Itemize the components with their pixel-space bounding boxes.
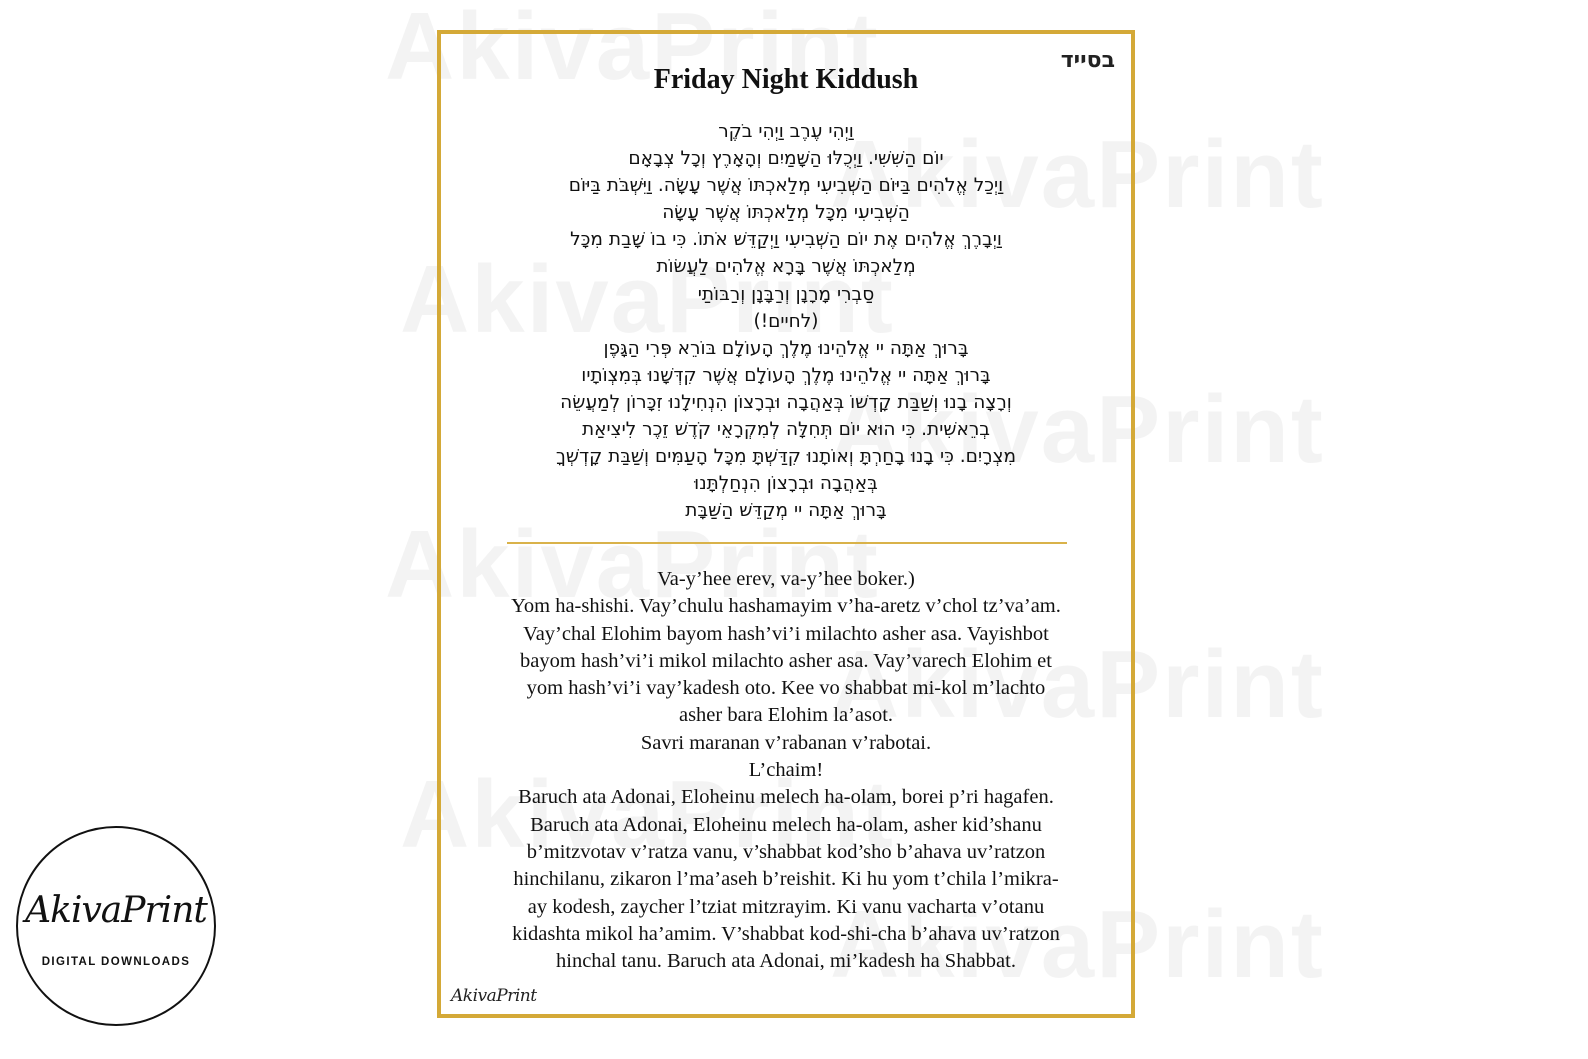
translit-line: ay kodesh, zaycher l’tziat mitzrayim. Ki vanu vacharta v’otanu	[527, 895, 1045, 918]
brand-logo-script: AkivaPrint	[25, 890, 207, 931]
translit-line: L’chaim!	[748, 759, 824, 782]
hebrew-line: בָּרוּךְ אַתָּה יי מְקַדֵּשׁ הַשַּׁבָּת	[685, 500, 887, 522]
translit-line: bayom hash’vi’i mikol milachto asher asa. Vay’varech Elohim et	[520, 649, 1052, 672]
translit-line: Baruch ata Adonai, Eloheinu melech ha-olam, borei p’ri hagafen.	[518, 786, 1054, 809]
hebrew-line: וַיְהִי עֶרֶב וַיְהִי בֹקֶר	[718, 121, 854, 142]
translit-line: Vay’chal Elohim bayom hash’vi’i milachto asher asa. Vayishbot	[523, 622, 1049, 645]
hebrew-line: וַיְבָרֶךְ אֱלֹהִים אֶת יוֹם הַשְּׁבִיעִי וַיְקַדֵּשׁ אֹתוֹ. כִּי בוֹ שָׁבַת מִכָּל	[570, 229, 1002, 251]
hebrew-text-block	[501, 118, 1071, 524]
transliteration-block	[491, 566, 1081, 975]
translit-line: Baruch ata Adonai, Eloheinu melech ha-olam, asher kid’shanu	[530, 813, 1042, 836]
hebrew-line: יוֹם הַשִּׁשִּׁי. וַיְכֻלּוּ הַשָּׁמַיִם וְהָאָרֶץ וְכָל צְבָאָם	[628, 148, 944, 170]
hebrew-line: בְּאַהֲבָה וּבְרָצוֹן הִנְחַלְתָּנוּ	[694, 473, 878, 495]
hebrew-line: סַבְרִי מָרָנָן וְרַבָּנָן וְרַבּוֹתַי	[697, 283, 875, 305]
hebrew-line: הַשְּׁבִיעִי מִכָּל מְלַאכְתּוֹ אֲשֶׁר עָשָׂה	[662, 202, 910, 224]
section-divider	[507, 542, 1067, 544]
brand-badge	[16, 826, 216, 1026]
hebrew-line: (לחיים!)	[753, 310, 819, 332]
brand-subtitle: DIGITAL DOWNLOADS	[41, 956, 191, 968]
signature: AkivaPrint	[451, 986, 537, 1006]
hebrew-line: בָּרוּךְ אַתָּה יי אֱלֹהֵינוּ מֶלֶךְ הָעוֹלָם בּוֹרֵא פְּרִי הַגָּפֶן	[603, 337, 969, 359]
translit-line: asher bara Elohim la’asot.	[678, 704, 894, 727]
hebrew-line: בָּרוּךְ אַתָּה יי אֱלֹהֵינוּ מֶלֶךְ הָעוֹלָם אֲשֶׁר קִדְּשָׁנוּ בְּמִצְוֹתָיו	[581, 364, 991, 386]
translit-line: Yom ha-shishi. Vay’chulu hashamayim v’ha-aretz v’chol tz’va’am.	[511, 595, 1061, 618]
bsd-header: בסייד	[1060, 48, 1115, 73]
translit-line: hinchilanu, zikaron l’ma’aseh b’reishit. Ki hu yom t’chila l’mikra-	[513, 868, 1059, 891]
translit-line: Savri maranan v’rabanan v’rabotai.	[640, 731, 932, 754]
translit-line: kidashta mikol ha’amim. V’shabbat kod-shi-cha b’ahava uv’ratzon	[512, 922, 1060, 945]
hebrew-line: וַיְכַל אֱלֹהִים בַּיּוֹם הַשְּׁבִיעִי מְלַאכְתּוֹ אֲשֶׁר עָשָׂה. וַיִּשְׁבֹּת בַּיּוֹם	[568, 175, 1004, 197]
hebrew-line: מִצְרָיִם. כִּי בָנוּ בָחַרְתָּ וְאוֹתָנוּ קִדַּשְׁתָּ מִכָּל הָעַמִּים וְשַׁבַּת קָדְשְׁךָ	[555, 446, 1017, 468]
translit-line: Va-y’hee erev, va-y’hee boker.)	[657, 568, 915, 590]
translit-line: hinchal tanu. Baruch ata Adonai, mi’kadesh ha Shabbat.	[556, 950, 1016, 973]
hebrew-line: מְלַאכְתּוֹ אֲשֶׁר בָּרָא אֱלֹהִים לַעֲשׂוֹת	[656, 256, 916, 278]
translit-line: yom hash’vi’i vay’kadesh oto. Kee vo shabbat mi-kol m’lachto	[526, 677, 1046, 700]
kiddush-print-card	[437, 30, 1135, 1018]
page-title: Friday Night Kiddush	[653, 64, 919, 95]
translit-line: b’mitzvotav v’ratza vanu, v’shabbat kod’sho b’ahava uv’ratzon	[526, 840, 1046, 863]
hebrew-line: בְרֵאשִׁית. כִּי הוּא יוֹם תְּחִלָּה לְמִקְרָאֵי קֹדֶשׁ זֵכֶר לִיצִיאַת	[582, 419, 990, 441]
hebrew-line: וְרָצָה בָנוּ וְשַׁבַּת קָדְשׁוֹ בְּאַהֲבָה וּבְרָצוֹן הִנְחִילָנוּ זִכָּרוֹן לְמַעֲשֵׂה	[560, 391, 1012, 413]
